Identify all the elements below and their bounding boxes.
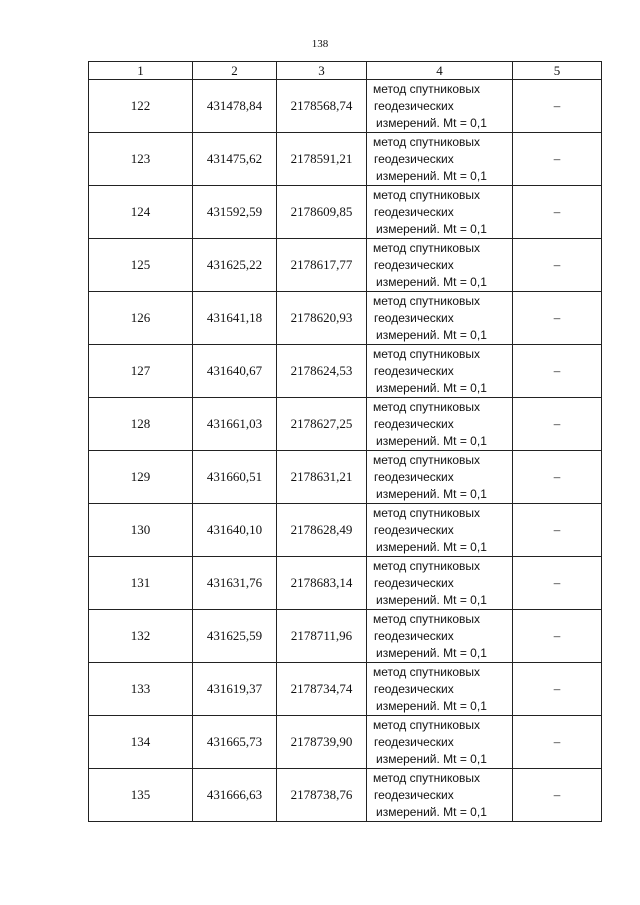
table-row [89, 610, 602, 663]
table-body [89, 80, 602, 822]
note-cell: – [513, 610, 602, 663]
point-number: 125 [89, 239, 193, 292]
table-row [89, 716, 602, 769]
method-description [367, 716, 513, 769]
method-line-2: геодезических [374, 734, 454, 749]
method-description [367, 186, 513, 239]
method-description [367, 133, 513, 186]
method-line-2: геодезических [374, 363, 454, 378]
note-cell: – [513, 345, 602, 398]
table-row [89, 133, 602, 186]
table-row [89, 398, 602, 451]
coordinate-x: 431641,18 [193, 292, 277, 345]
point-number: 123 [89, 133, 193, 186]
point-number: 131 [89, 557, 193, 610]
method-line-2: геодезических [374, 575, 454, 590]
column-header-1: 1 [89, 62, 193, 80]
method-line-3: измерений. Mt = 0,1 [376, 221, 487, 236]
note-cell: – [513, 239, 602, 292]
coordinate-x: 431625,22 [193, 239, 277, 292]
coordinate-y: 2178628,49 [277, 504, 367, 557]
coordinate-x: 431478,84 [193, 80, 277, 133]
method-description [367, 663, 513, 716]
coordinate-x: 431592,59 [193, 186, 277, 239]
method-description [367, 239, 513, 292]
point-number: 132 [89, 610, 193, 663]
point-number: 129 [89, 451, 193, 504]
method-line-1: метод спутниковых [373, 558, 481, 573]
coordinate-y: 2178738,76 [277, 769, 367, 822]
method-line-3: измерений. Mt = 0,1 [376, 486, 487, 501]
method-description [367, 80, 513, 133]
method-line-3: измерений. Mt = 0,1 [376, 539, 487, 554]
method-line-2: геодезических [374, 469, 454, 484]
column-header-4: 4 [367, 62, 513, 80]
note-cell: – [513, 398, 602, 451]
column-header-3: 3 [277, 62, 367, 80]
method-line-2: геодезических [374, 628, 454, 643]
coordinate-x: 431665,73 [193, 716, 277, 769]
method-line-1: метод спутниковых [373, 81, 481, 96]
coordinate-x: 431640,67 [193, 345, 277, 398]
method-line-1: метод спутниковых [373, 134, 481, 149]
method-description [367, 398, 513, 451]
table-row [89, 239, 602, 292]
note-cell: – [513, 716, 602, 769]
coordinate-y: 2178627,25 [277, 398, 367, 451]
method-description [367, 610, 513, 663]
method-description [367, 504, 513, 557]
coordinate-y: 2178617,77 [277, 239, 367, 292]
method-line-2: геодезических [374, 522, 454, 537]
header-row [89, 62, 602, 80]
method-description [367, 345, 513, 398]
method-line-1: метод спутниковых [373, 505, 481, 520]
method-line-1: метод спутниковых [373, 452, 481, 467]
note-cell: – [513, 451, 602, 504]
method-description [367, 292, 513, 345]
point-number: 122 [89, 80, 193, 133]
note-cell: – [513, 769, 602, 822]
coordinate-y: 2178591,21 [277, 133, 367, 186]
table-row [89, 292, 602, 345]
coordinate-y: 2178609,85 [277, 186, 367, 239]
method-line-3: измерений. Mt = 0,1 [376, 380, 487, 395]
column-header-2: 2 [193, 62, 277, 80]
point-number: 134 [89, 716, 193, 769]
table-row [89, 769, 602, 822]
method-line-3: измерений. Mt = 0,1 [376, 327, 487, 342]
method-line-1: метод спутниковых [373, 770, 481, 785]
note-cell: – [513, 504, 602, 557]
coordinate-y: 2178624,53 [277, 345, 367, 398]
method-line-3: измерений. Mt = 0,1 [376, 698, 487, 713]
method-line-1: метод спутниковых [373, 293, 481, 308]
method-line-1: метод спутниковых [373, 664, 481, 679]
point-number: 133 [89, 663, 193, 716]
coordinate-x: 431475,62 [193, 133, 277, 186]
coordinate-y: 2178631,21 [277, 451, 367, 504]
table-row [89, 186, 602, 239]
table-row [89, 451, 602, 504]
coordinates-table [88, 61, 602, 822]
method-line-2: геодезических [374, 257, 454, 272]
method-line-2: геодезических [374, 204, 454, 219]
point-number: 130 [89, 504, 193, 557]
coordinate-x: 431661,03 [193, 398, 277, 451]
method-line-3: измерений. Mt = 0,1 [376, 433, 487, 448]
method-line-2: геодезических [374, 416, 454, 431]
coordinate-y: 2178739,90 [277, 716, 367, 769]
method-line-3: измерений. Mt = 0,1 [376, 168, 487, 183]
note-cell: – [513, 133, 602, 186]
method-line-3: измерений. Mt = 0,1 [376, 115, 487, 130]
method-line-1: метод спутниковых [373, 187, 481, 202]
method-description [367, 451, 513, 504]
method-line-3: измерений. Mt = 0,1 [376, 592, 487, 607]
page-number: 138 [311, 38, 329, 50]
point-number: 124 [89, 186, 193, 239]
method-line-1: метод спутниковых [373, 611, 481, 626]
coordinate-y: 2178711,96 [277, 610, 367, 663]
method-line-1: метод спутниковых [373, 399, 481, 414]
table-row [89, 557, 602, 610]
note-cell: – [513, 186, 602, 239]
method-description [367, 769, 513, 822]
table-row [89, 80, 602, 133]
method-line-1: метод спутниковых [373, 240, 481, 255]
method-line-3: измерений. Mt = 0,1 [376, 274, 487, 289]
method-line-2: геодезических [374, 787, 454, 802]
method-line-3: измерений. Mt = 0,1 [376, 751, 487, 766]
method-line-3: измерений. Mt = 0,1 [376, 645, 487, 660]
coordinate-x: 431625,59 [193, 610, 277, 663]
note-cell: – [513, 557, 602, 610]
coordinate-y: 2178734,74 [277, 663, 367, 716]
method-line-1: метод спутниковых [373, 346, 481, 361]
coordinate-y: 2178683,14 [277, 557, 367, 610]
point-number: 128 [89, 398, 193, 451]
table-row [89, 345, 602, 398]
method-line-2: геодезических [374, 310, 454, 325]
coordinate-y: 2178568,74 [277, 80, 367, 133]
table-row [89, 504, 602, 557]
coordinate-x: 431619,37 [193, 663, 277, 716]
coordinate-x: 431631,76 [193, 557, 277, 610]
point-number: 127 [89, 345, 193, 398]
point-number: 126 [89, 292, 193, 345]
method-line-2: геодезических [374, 151, 454, 166]
method-line-1: метод спутниковых [373, 717, 481, 732]
coordinate-x: 431660,51 [193, 451, 277, 504]
column-header-5: 5 [513, 62, 602, 80]
method-line-2: геодезических [374, 98, 454, 113]
note-cell: – [513, 292, 602, 345]
table-row [89, 663, 602, 716]
coordinate-x: 431666,63 [193, 769, 277, 822]
method-line-3: измерений. Mt = 0,1 [376, 804, 487, 819]
note-cell: – [513, 663, 602, 716]
coordinate-x: 431640,10 [193, 504, 277, 557]
note-cell: – [513, 80, 602, 133]
method-line-2: геодезических [374, 681, 454, 696]
method-description [367, 557, 513, 610]
point-number: 135 [89, 769, 193, 822]
coordinate-y: 2178620,93 [277, 292, 367, 345]
